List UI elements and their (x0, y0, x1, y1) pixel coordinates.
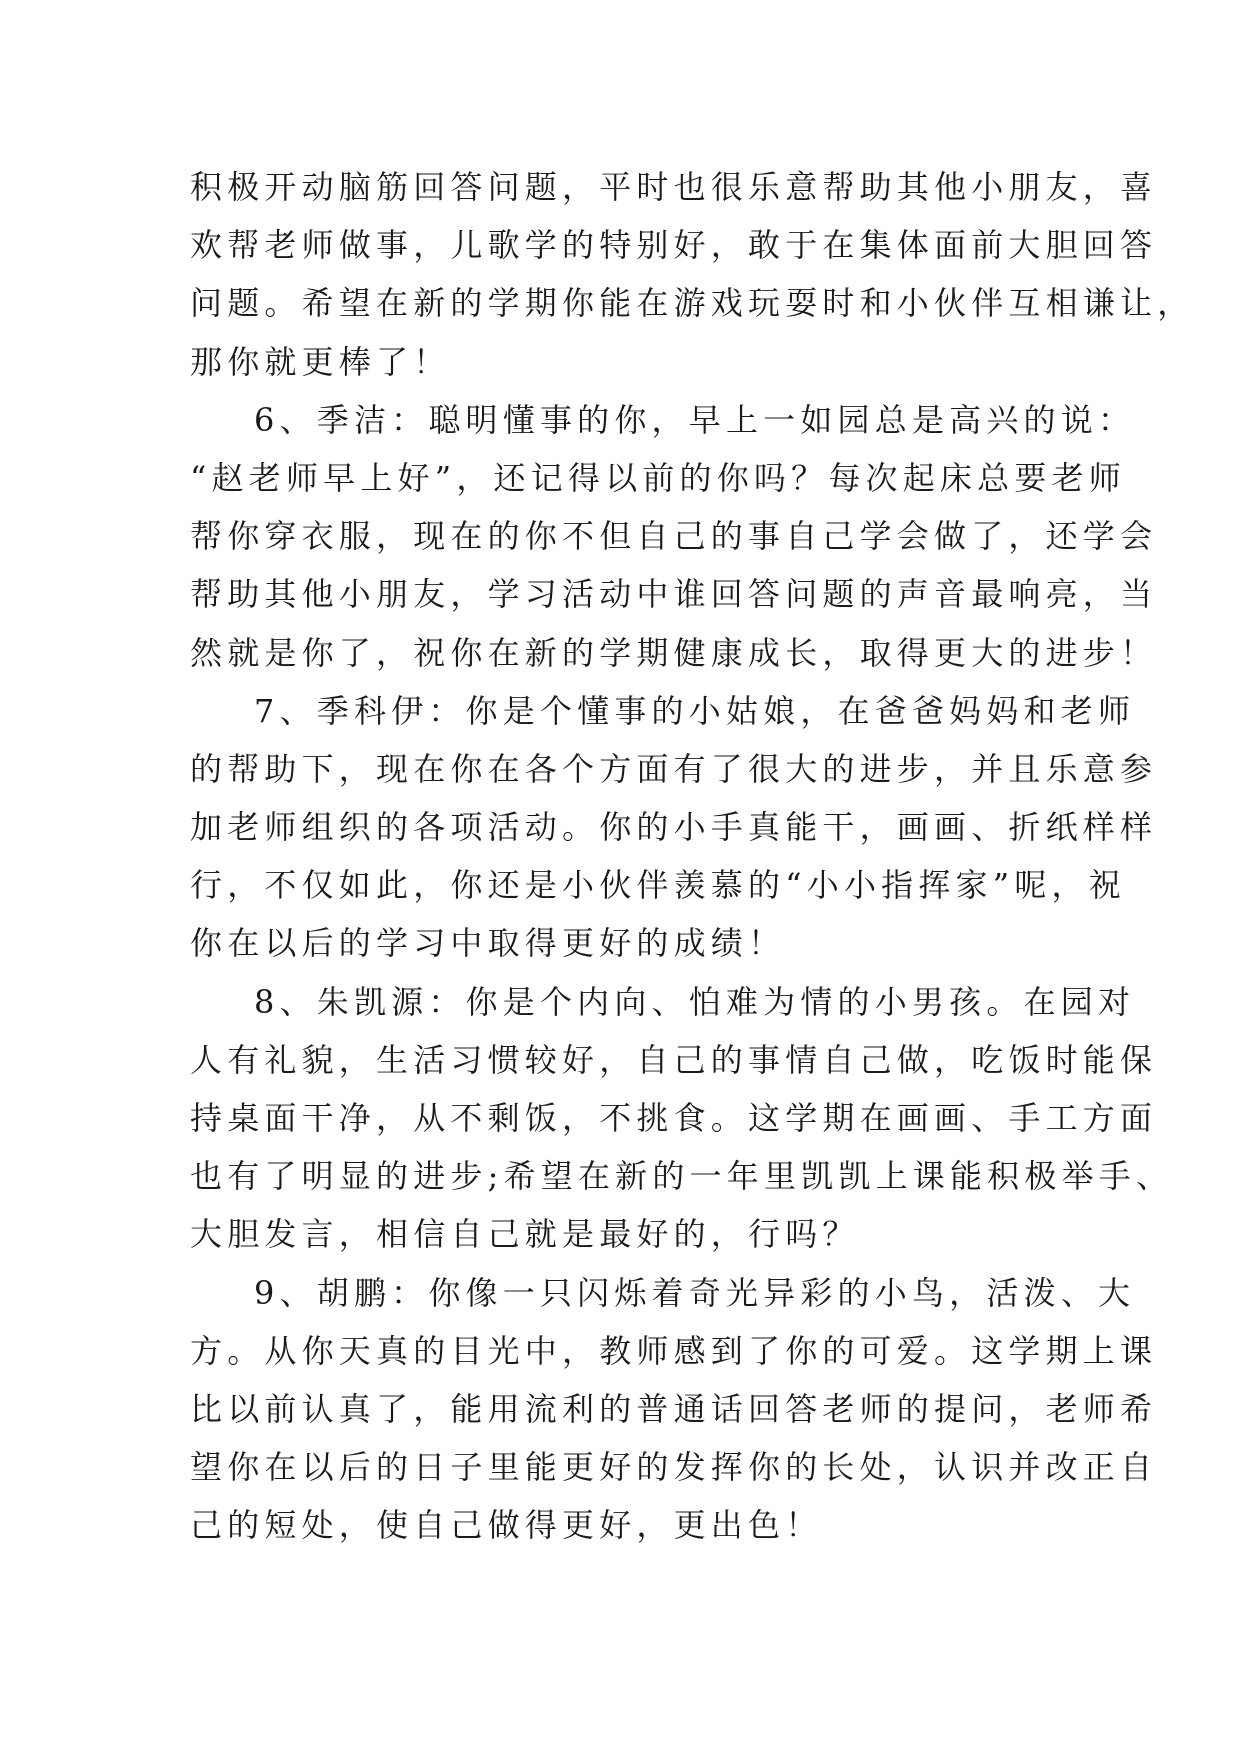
text-line: 那你就更棒了！ (190, 342, 451, 381)
paragraph-start-line: 7、季科伊：你是个懂事的小姑娘，在爸爸妈妈和老师 (254, 691, 1136, 730)
text-line: 行，不仅如此，你还是小伙伴羡慕的“小小指挥家”呢，祝 (190, 866, 1126, 905)
paragraph-start-line: 9、胡鹏：你像一只闪烁着奇光异彩的小鸟，活泼、大 (254, 1273, 1136, 1312)
text-line: 帮你穿衣服，现在的你不但自己的事自己学会做了，还学会 (190, 517, 1158, 556)
text-line: 大胆发言，相信自己就是最好的，行吗？ (190, 1215, 860, 1254)
text-line: 己的短处，使自己做得更好，更出色！ (190, 1506, 823, 1545)
text-line: 然就是你了，祝你在新的学期健康成长，取得更大的进步！ (190, 633, 1158, 672)
text-line: 帮助其他小朋友，学习活动中谁回答问题的声音最响亮，当 (190, 575, 1158, 614)
text-line: 你在以后的学习中取得更好的成绩！ (190, 924, 786, 963)
text-line: 比以前认真了，能用流利的普通话回答老师的提问，老师希 (190, 1389, 1158, 1428)
text-line: 的帮助下，现在你在各个方面有了很大的进步，并且乐意参 (190, 749, 1158, 788)
text-line: 也有了明显的进步;希望在新的一年里凯凯上课能积极举手、 (190, 1157, 1174, 1196)
text-line: 积极开动脑筋回答问题，平时也很乐意帮助其他小朋友，喜 (190, 168, 1158, 206)
text-line: 方。从你天真的目光中，教师感到了你的可爱。这学期上课 (190, 1331, 1158, 1370)
text-line: 望你在以后的日子里能更好的发挥你的长处，认识并改正自 (190, 1448, 1158, 1487)
paragraph-start-line: 8、朱凯源：你是个内向、怕难为情的小男孩。在园对 (254, 982, 1136, 1021)
document-body (190, 158, 1195, 1555)
text-line: 问题。希望在新的学期你能在游戏玩耍时和小伙伴互相谦让， (190, 284, 1195, 323)
text-line: “赵老师早上好”，还记得以前的你吗？每次起床总要老师 (190, 458, 1126, 497)
paragraph-start-line: 6、季洁：聪明懂事的你，早上一如园总是高兴的说： (254, 400, 1136, 439)
text-line: 加老师组织的各项活动。你的小手真能干，画画、折纸样样 (190, 808, 1158, 847)
text-line: 人有礼貌，生活习惯较好，自己的事情自己做，吃饭时能保 (190, 1040, 1158, 1079)
text-line: 持桌面干净，从不剩饭，不挑食。这学期在画画、手工方面 (190, 1099, 1158, 1137)
text-line: 欢帮老师做事，儿歌学的特别好，敢于在集体面前大胆回答 (190, 226, 1158, 265)
